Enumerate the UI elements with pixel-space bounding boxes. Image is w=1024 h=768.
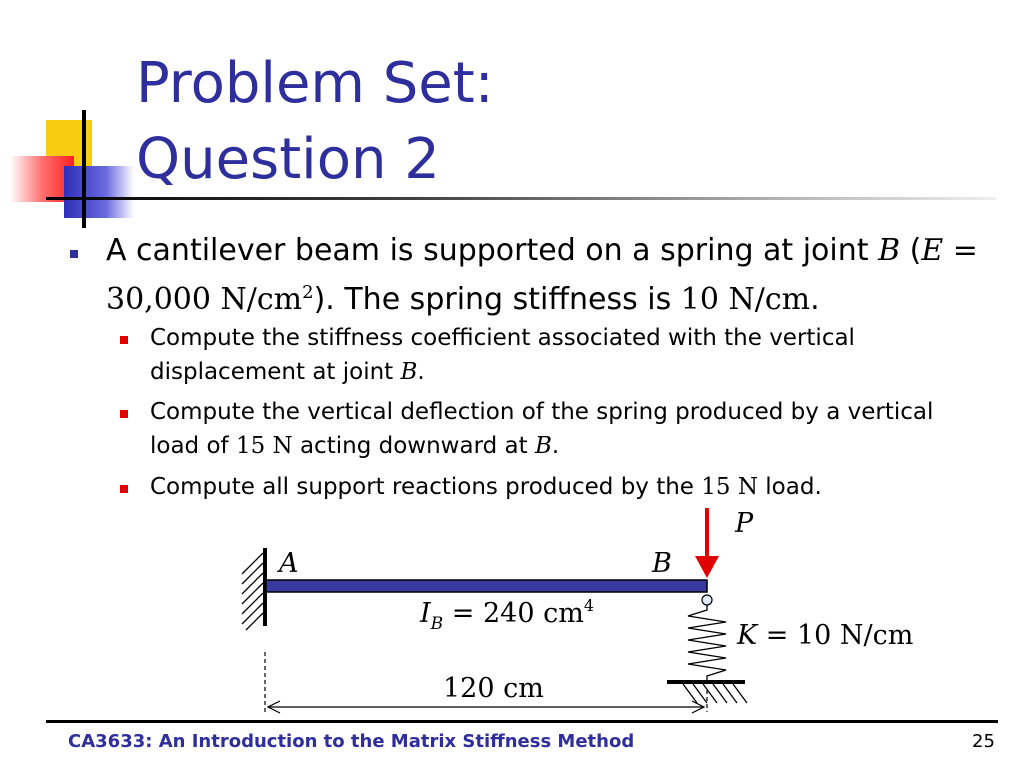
page-number: 25 [972, 731, 995, 752]
sub-bullet-3-text: Compute all support reactions produced by the [150, 474, 702, 500]
length-label: 120 cm [443, 673, 544, 704]
inertia-subscript: B [430, 614, 444, 634]
sub-bullet-2-text: Compute the vertical deflection of the spring produced by a vertical load of [150, 399, 934, 459]
inertia-label [419, 596, 594, 634]
main-bullet-part1: A cantilever beam is supported on a spring at joint [106, 233, 879, 268]
label-A: A [279, 548, 299, 579]
main-bullet-E-exponent: 2 [302, 282, 314, 303]
spring [688, 605, 726, 681]
main-bullet-stiffness: 10 N/cm [680, 282, 811, 317]
sub-bullet-2-math2: B [534, 433, 552, 459]
footer-divider [46, 720, 998, 723]
inertia-symbol: I [420, 598, 431, 629]
inertia-exponent: 4 [583, 596, 594, 615]
main-bullet-joint: B [878, 233, 901, 268]
sub-bullet-2-end: . [551, 433, 560, 459]
sub-bullet-1-end: . [417, 359, 425, 385]
fixed-support-hatch [242, 553, 263, 630]
title-line-1: Problem Set: [136, 51, 494, 116]
sub-bullet-3-end: load. [757, 474, 822, 500]
main-bullet-part2: ( [900, 233, 922, 268]
load-arrow [695, 508, 719, 578]
title-line-2: Question 2 [136, 127, 440, 192]
main-bullet-part4: . [810, 282, 820, 317]
sub-bullet-1-math: B [400, 359, 418, 385]
main-bullet-E-value: 30,000 N/cm [106, 282, 303, 317]
sub-bullet-2-text2: acting downward at [292, 433, 535, 459]
label-P: P [735, 508, 754, 539]
main-bullet-E-symbol: E [921, 233, 944, 268]
spring-label [736, 620, 913, 651]
spring-symbol: K [737, 620, 758, 651]
sub-bullet-3-math: 15 N [701, 474, 758, 500]
ground-hatch [683, 684, 747, 703]
sub-bullet-2-math: 15 N [235, 433, 293, 459]
spring-value: = 10 N/cm [757, 620, 914, 651]
main-bullet-part3: ). The spring stiffness is [313, 282, 681, 317]
footer-course-title: CA3633: An Introduction to the Matrix Stiffness Method [68, 731, 635, 752]
main-bullet-E-eq: = [943, 233, 978, 268]
spring-pin [702, 595, 712, 605]
sub-bullet-1-text: Compute the stiffness coefficient associated with the vertical displacement at joint [150, 325, 855, 385]
label-B: B [652, 548, 672, 579]
beam [266, 580, 707, 592]
inertia-value: = 240 cm [443, 598, 584, 629]
